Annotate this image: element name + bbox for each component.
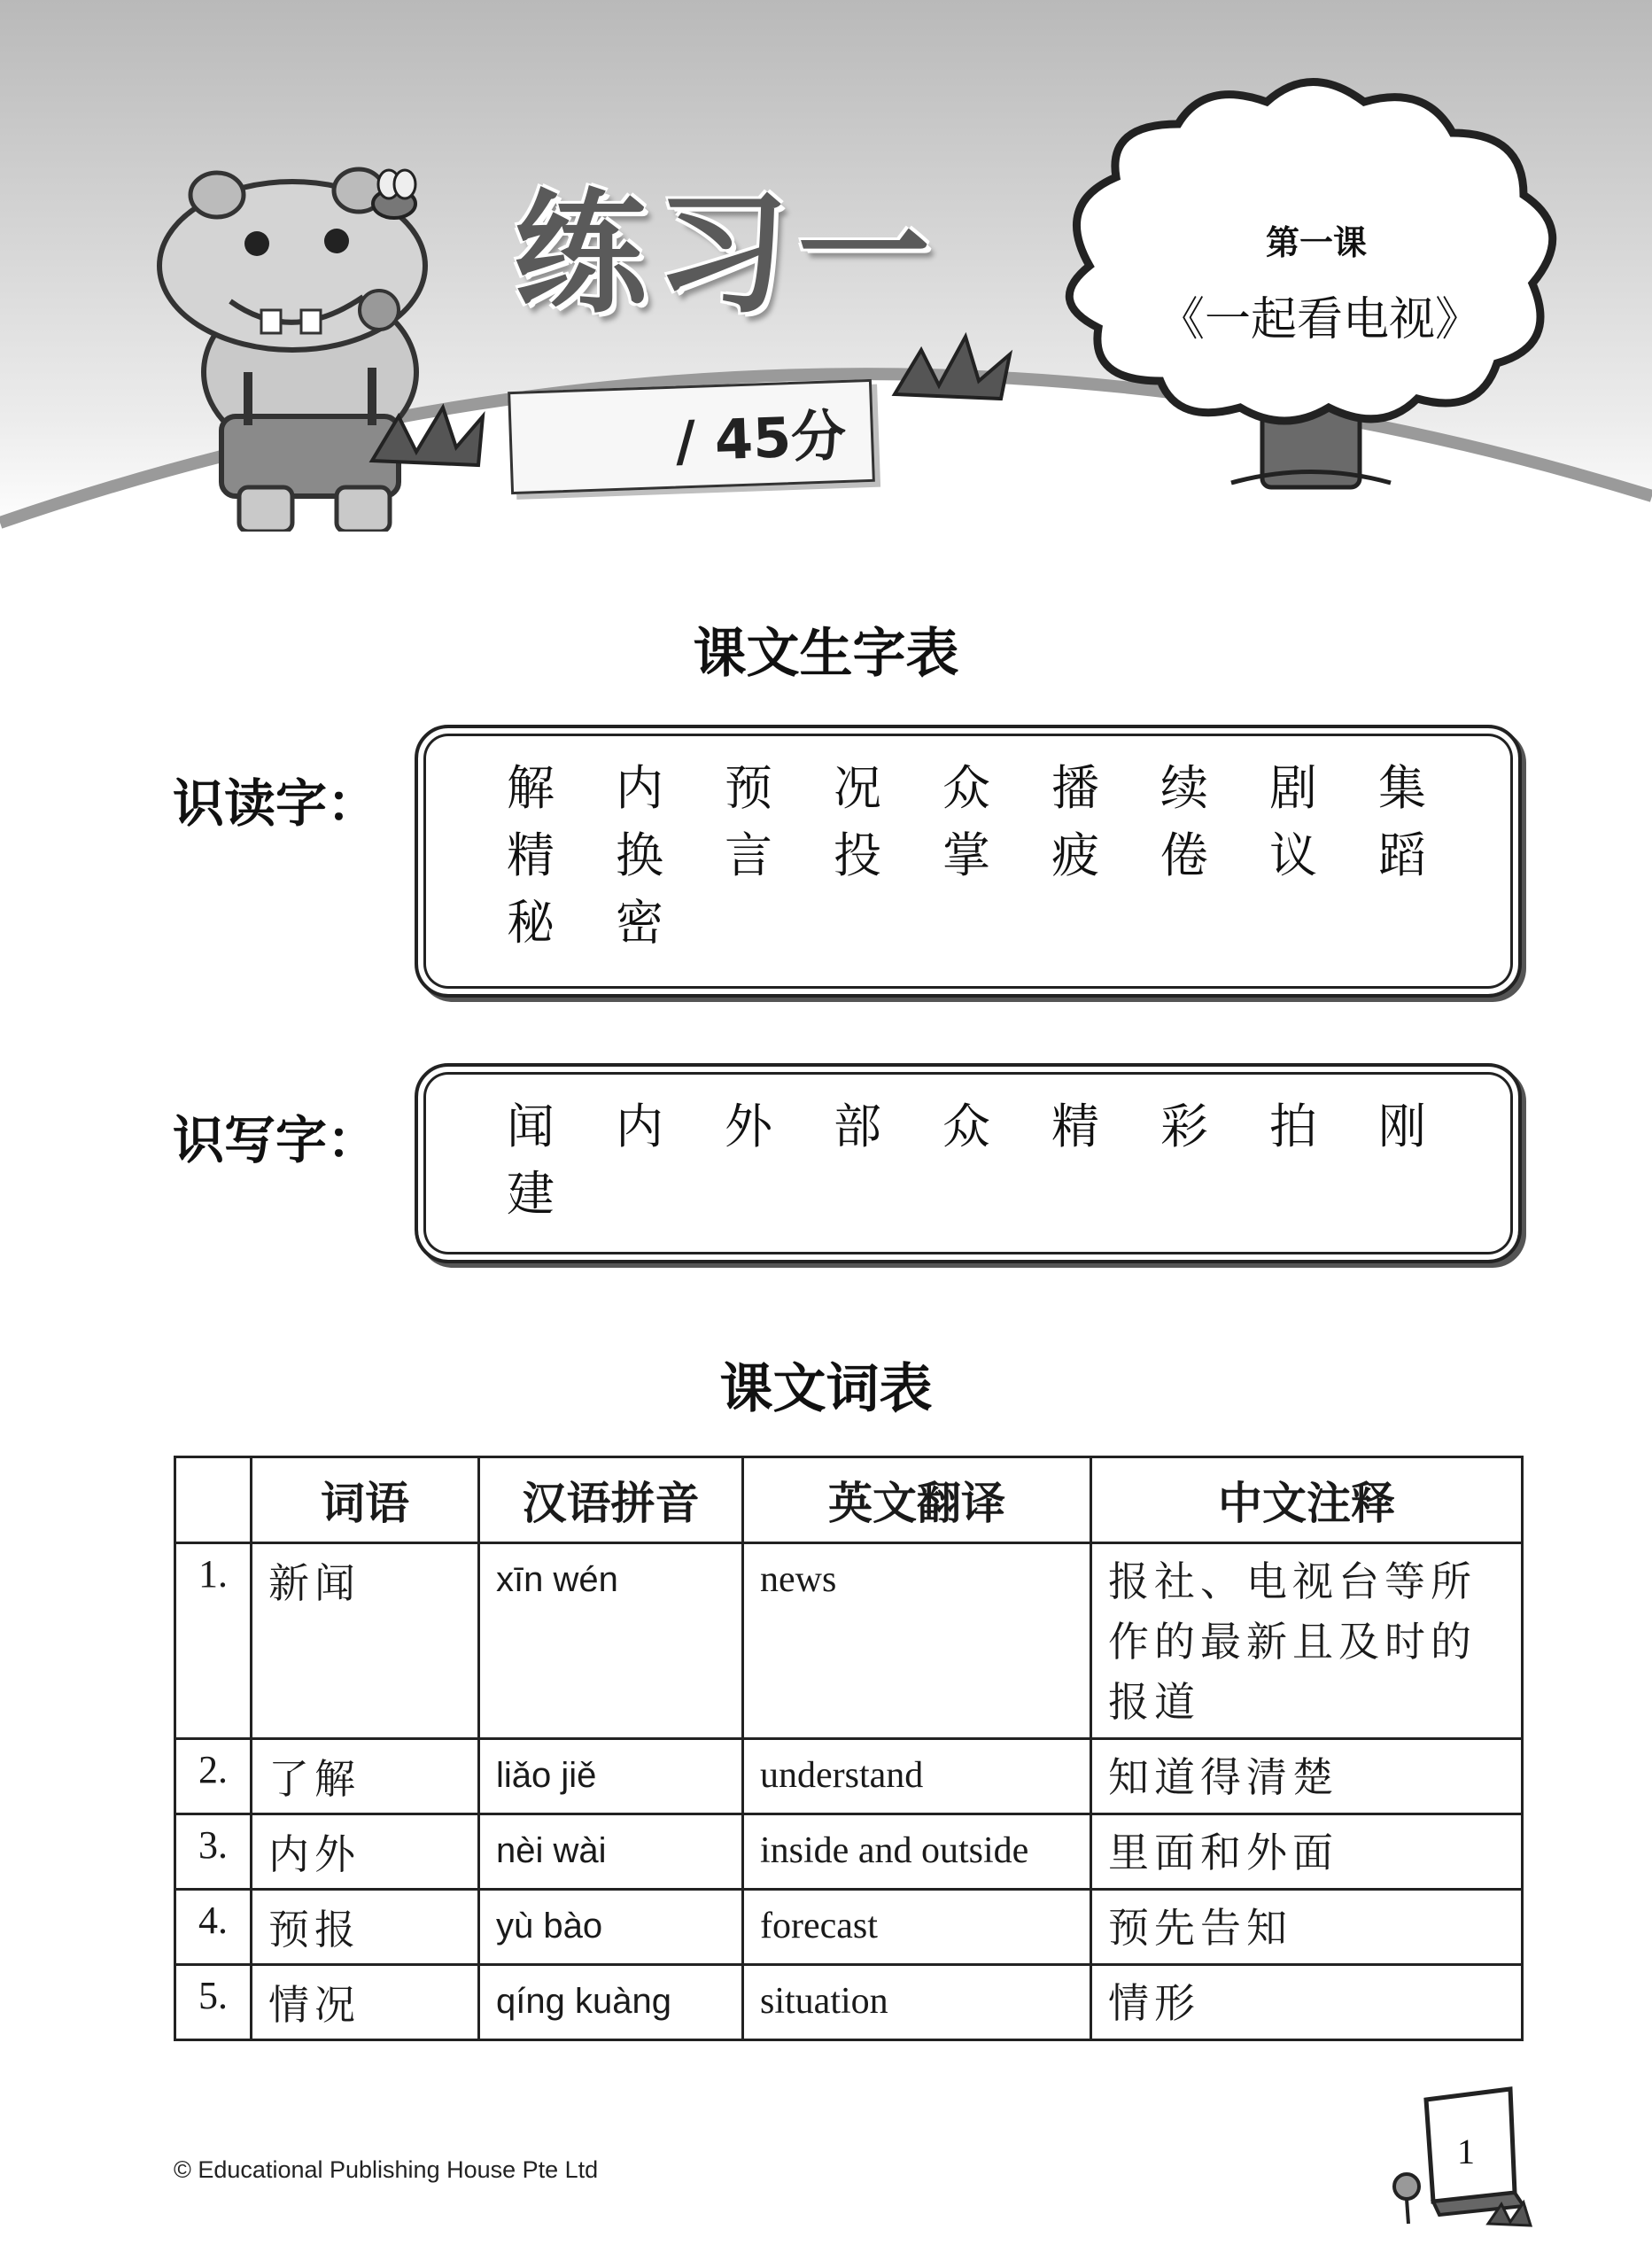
writing-char: 精 [1051, 1099, 1099, 1154]
table-row [175, 1739, 1523, 1814]
english-cell: inside and outside [743, 1814, 1091, 1890]
reading-char: 疲 [1051, 827, 1099, 883]
writing-char: 内 [616, 1099, 663, 1154]
table-header-row [175, 1457, 1523, 1543]
reading-char: 解 [507, 760, 555, 816]
column-header: 汉语拼音 [479, 1457, 743, 1543]
reading-char: 密 [616, 895, 663, 951]
definition-cell: 预先告知 [1091, 1890, 1523, 1965]
word-cell: 新闻 [252, 1543, 479, 1739]
vocabulary-table [174, 1456, 1524, 2041]
reading-char: 言 [725, 827, 772, 883]
reading-char: 续 [1160, 760, 1208, 816]
english-cell: news [743, 1543, 1091, 1739]
reading-char: 剧 [1269, 760, 1317, 816]
pinyin-cell: nèi wài [479, 1814, 743, 1890]
reading-char: 换 [616, 827, 663, 883]
reading-char: 秘 [507, 895, 555, 951]
row-number: 3. [175, 1814, 252, 1890]
pinyin-cell: liǎo jiě [479, 1739, 743, 1814]
english-cell: forecast [743, 1890, 1091, 1965]
writing-char: 建 [507, 1166, 555, 1222]
writing-char: 外 [725, 1099, 772, 1154]
column-header: 词语 [252, 1457, 479, 1543]
page-title: 练习一 [514, 177, 940, 331]
lesson-title: 《一起看电视》 [1158, 293, 1481, 346]
row-number: 4. [175, 1890, 252, 1965]
definition-cell: 情形 [1091, 1965, 1523, 2040]
english-cell: situation [743, 1965, 1091, 2040]
writing-char: 部 [834, 1099, 881, 1154]
column-header: 中文注释 [1091, 1457, 1523, 1543]
column-header: 英文翻译 [743, 1457, 1091, 1543]
copyright-text: © Educational Publishing House Pte Ltd [174, 2156, 599, 2183]
writing-char: 闻 [507, 1099, 555, 1154]
row-number: 5. [175, 1965, 252, 2040]
word-cell: 预报 [252, 1890, 479, 1965]
definition-cell: 里面和外面 [1091, 1814, 1523, 1890]
reading-char: 预 [725, 760, 772, 816]
reading-char: 议 [1269, 827, 1317, 883]
bee-icon [373, 170, 415, 218]
page-number: 1 [1457, 2132, 1475, 2171]
reading-char: 投 [834, 827, 881, 883]
word-cell: 情况 [252, 1965, 479, 2040]
pinyin-cell: xīn wén [479, 1543, 743, 1739]
table-row [175, 1814, 1523, 1890]
definition-cell: 知道得清楚 [1091, 1739, 1523, 1814]
writing-char: 众 [942, 1099, 990, 1154]
table-row [175, 1965, 1523, 2040]
english-cell: understand [743, 1739, 1091, 1814]
characters-heading: 课文生字表 [693, 623, 959, 685]
writing-chars-box [415, 1063, 1522, 1263]
column-header [175, 1457, 252, 1543]
pinyin-cell: qíng kuàng [479, 1965, 743, 2040]
row-number: 2. [175, 1739, 252, 1814]
reading-chars-grid [507, 755, 1487, 957]
reading-char: 况 [834, 760, 881, 816]
table-row [175, 1890, 1523, 1965]
pinyin-cell: yù bào [479, 1890, 743, 1965]
writing-char: 刚 [1378, 1099, 1426, 1154]
lesson-number: 第一课 [1265, 223, 1367, 262]
word-cell: 了解 [252, 1739, 479, 1814]
score-label: / 45分 [674, 402, 848, 474]
definition-cell: 报社、电视台等所作的最新且及时的报道 [1091, 1543, 1523, 1739]
table-row [175, 1543, 1523, 1739]
reading-char: 播 [1051, 760, 1099, 816]
reading-char: 内 [616, 760, 663, 816]
reading-label: 识读字： [173, 773, 379, 834]
score-box [508, 379, 875, 494]
row-number: 1. [175, 1543, 252, 1739]
writing-chars-grid [507, 1093, 1487, 1228]
reading-chars-box [415, 725, 1522, 998]
reading-char: 倦 [1160, 827, 1208, 883]
vocabulary-heading: 课文词表 [719, 1358, 933, 1420]
writing-char: 拍 [1269, 1099, 1317, 1154]
word-cell: 内外 [252, 1814, 479, 1890]
reading-char: 蹈 [1378, 827, 1426, 883]
reading-char: 集 [1378, 760, 1426, 816]
header-banner [0, 0, 1652, 532]
grass-icon [895, 337, 1010, 399]
reading-char: 精 [507, 827, 555, 883]
reading-char: 掌 [942, 827, 990, 883]
writing-label: 识写字： [173, 1110, 379, 1170]
writing-char: 彩 [1160, 1099, 1208, 1154]
reading-char: 众 [942, 760, 990, 816]
